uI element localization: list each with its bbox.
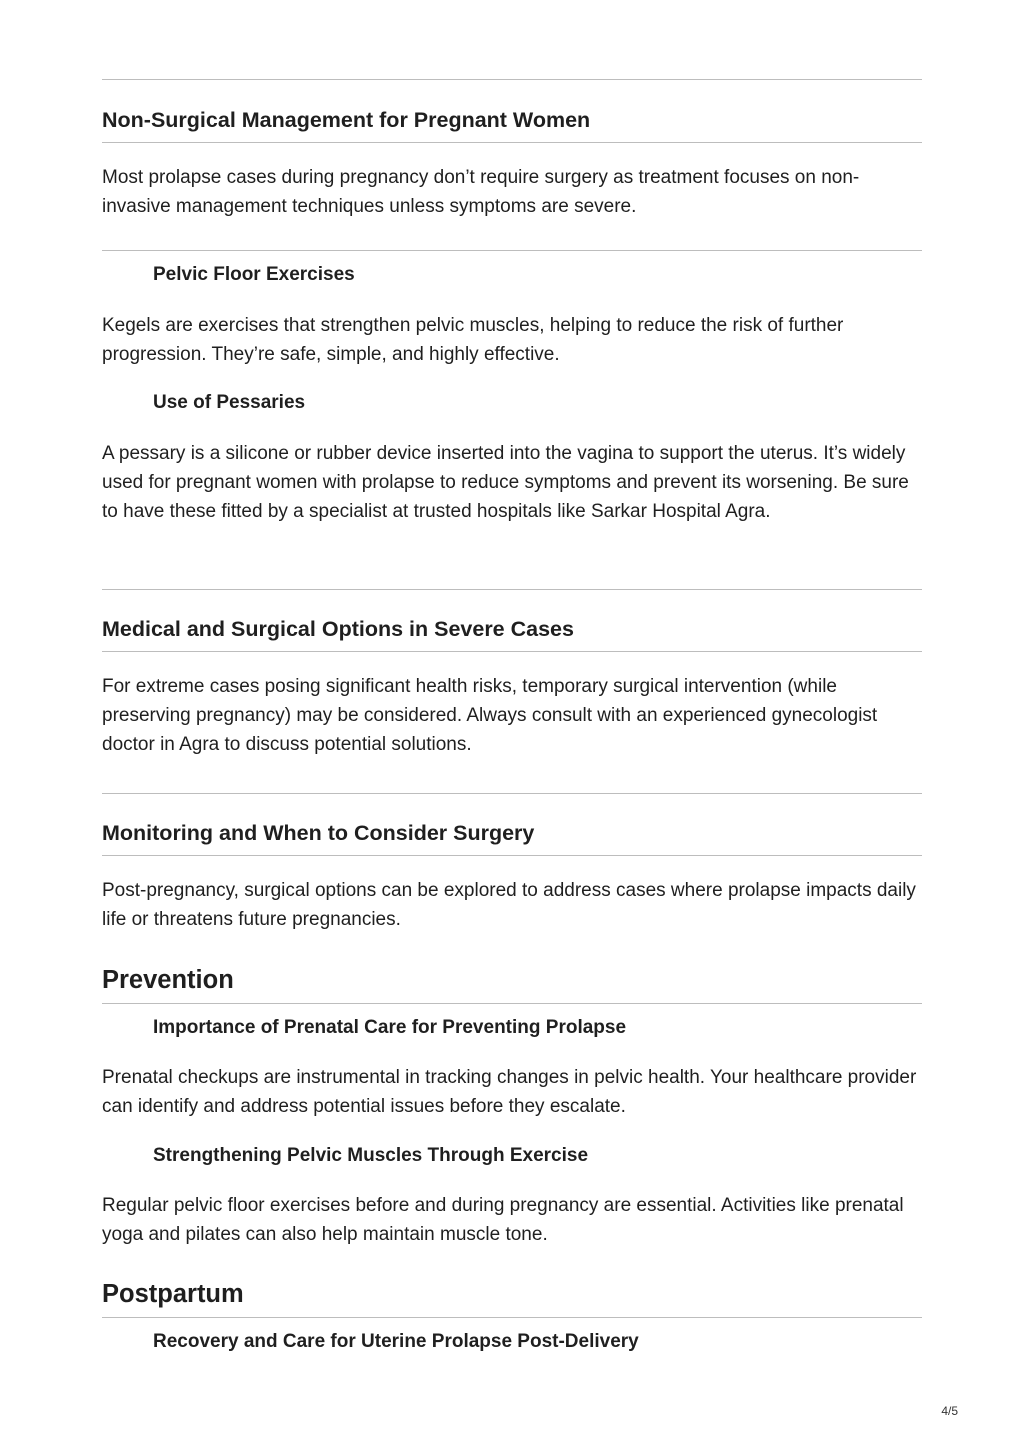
section-title-monitoring: Monitoring and When to Consider Surgery — [102, 821, 535, 845]
paragraph-prenatal: Prenatal checkups are instrumental in tracking changes in pelvic health. Your healthcare provider can identify and address potential issues before they escalate. — [102, 1067, 917, 1117]
subsection-title-recovery: Recovery and Care for Uterine Prolapse Post-Delivery — [153, 1331, 639, 1352]
subsection-title-prenatal: Importance of Prenatal Care for Preventing Prolapse — [153, 1017, 627, 1038]
paragraph-medical-surgical: For extreme cases posing significant health risks, temporary surgical intervention (while preserving pregnancy) may be considered. Always consult with an experienced gynecologist doctor in Agra to discuss potential solutions. — [102, 676, 878, 755]
paragraph-pelvic-floor: Kegels are exercises that strengthen pelvic muscles, helping to reduce the risk of further progression. They’re safe, simple, and highly effective. — [102, 315, 844, 365]
paragraph-strengthening: Regular pelvic floor exercises before and during pregnancy are essential. Activities like prenatal yoga and pilates can also help maintain muscle tone. — [102, 1195, 904, 1245]
subsection-title-pelvic-floor: Pelvic Floor Exercises — [153, 264, 355, 285]
subsection-title-pessaries: Use of Pessaries — [153, 392, 306, 413]
section-title-medical-surgical: Medical and Surgical Options in Severe Cases — [102, 617, 574, 641]
divider — [102, 793, 922, 794]
paragraph-pessaries: A pessary is a silicone or rubber device inserted into the vagina to support the uterus. It’s widely used for pregnant women with prolapse to reduce symptoms and prevent its worsening. Be sure to have these fitted by a specialist at trusted hospitals like Sarkar Hospital Agra. — [102, 443, 909, 522]
section-title-postpartum: Postpartum — [102, 1280, 244, 1308]
divider — [102, 142, 922, 143]
section-title-non-surgical: Non-Surgical Management for Pregnant Women — [102, 108, 591, 132]
subsection-title-strengthening: Strengthening Pelvic Muscles Through Exercise — [153, 1145, 589, 1166]
divider — [102, 855, 922, 856]
divider — [102, 250, 922, 251]
divider — [102, 651, 922, 652]
divider — [102, 1003, 922, 1004]
divider — [102, 79, 922, 80]
paragraph-monitoring: Post-pregnancy, surgical options can be explored to address cases where prolapse impacts daily life or threatens future pregnancies. — [102, 880, 916, 930]
section-title-prevention: Prevention — [102, 966, 234, 994]
divider — [102, 589, 922, 590]
paragraph-non-surgical-intro: Most prolapse cases during pregnancy don’t require surgery as treatment focuses on non-invasive management techniques unless symptoms are severe. — [102, 167, 860, 217]
page-number: 4/5 — [941, 1404, 958, 1418]
divider — [102, 1317, 922, 1318]
